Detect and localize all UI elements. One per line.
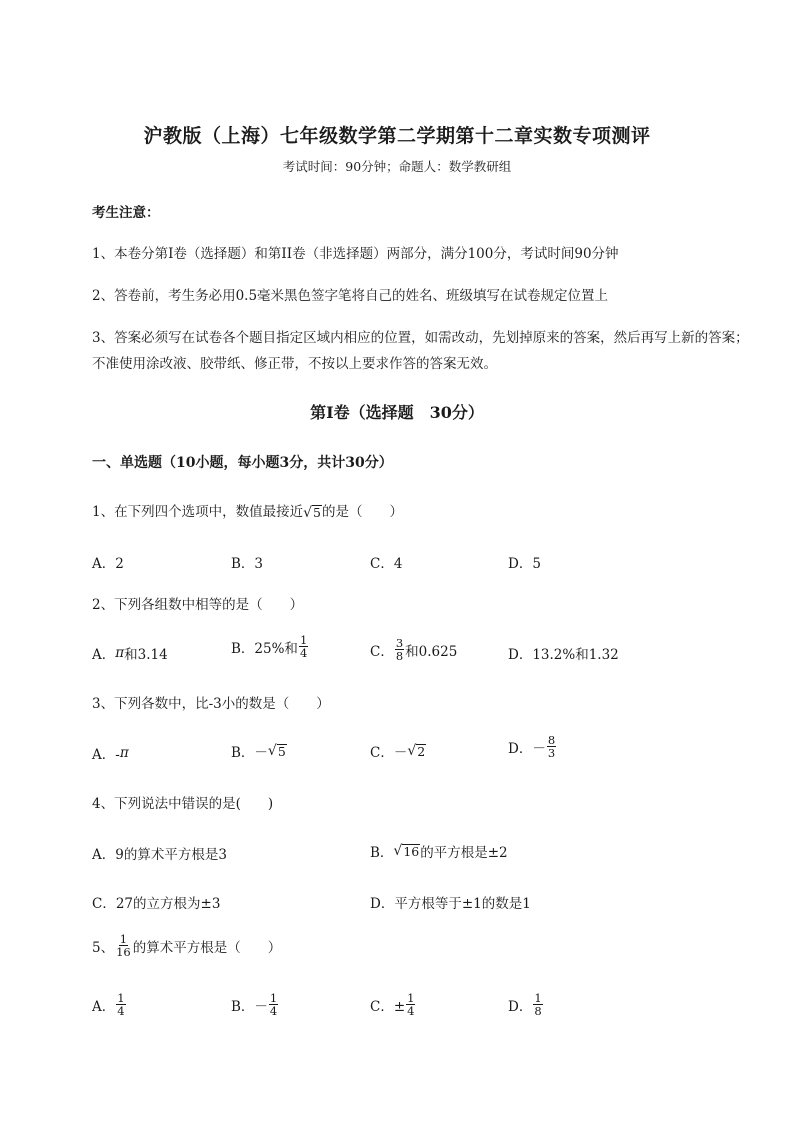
fraction bbox=[269, 992, 278, 1017]
denominator: 4 bbox=[299, 646, 308, 661]
option-label: B．－ bbox=[231, 998, 268, 1015]
option-label: D．－ bbox=[508, 740, 546, 757]
option-label: C．－ bbox=[370, 745, 408, 761]
option-d[interactable] bbox=[508, 992, 544, 1017]
option-text: 和0.625 bbox=[405, 643, 458, 660]
radical-sign: √ bbox=[407, 743, 417, 760]
denominator: 16 bbox=[116, 945, 131, 960]
question-4: 4、下列说法中错误的是( ) bbox=[92, 796, 274, 812]
radicand: 5 bbox=[277, 743, 286, 759]
radical-sign: √ bbox=[303, 504, 313, 521]
notice-item: 1、本卷分第I卷（选择题）和第II卷（非选择题）两部分，满分100分，考试时间90分钟 bbox=[92, 246, 619, 262]
fraction bbox=[395, 637, 404, 662]
part-title: 一、单选题（10小题，每小题3分，共计30分） bbox=[92, 455, 393, 471]
question-text: 的算术平方根是（ ） bbox=[132, 939, 282, 956]
option-label: A． bbox=[92, 998, 116, 1015]
notice-title: 考生注意： bbox=[92, 205, 160, 221]
sqrt-expression bbox=[303, 505, 322, 520]
option-c[interactable]: C．4 bbox=[370, 556, 403, 572]
notice-item: 2、答卷前，考生务必用0.5毫米黑色签字笔将自己的姓名、班级填写在试卷规定位置上 bbox=[92, 288, 609, 304]
denominator: 8 bbox=[395, 649, 404, 664]
numerator: 1 bbox=[407, 991, 415, 1005]
notice-item: 3、答案必须写在试卷各个题目指定区域内相应的位置，如需改动，先划掉原来的答案，然后再写上新的答案；不准使用涂改液、胶带纸、修正带，不按以上要求作答的答案无效。 bbox=[92, 330, 749, 372]
option-a[interactable]: A．9的算术平方根是3 bbox=[92, 847, 227, 863]
radical-sign: √ bbox=[393, 843, 403, 860]
pi-symbol: π bbox=[119, 745, 129, 761]
numerator: 1 bbox=[299, 633, 308, 647]
radicand: 2 bbox=[417, 743, 426, 759]
numerator: 3 bbox=[395, 636, 404, 650]
fraction bbox=[533, 992, 542, 1017]
denominator: 8 bbox=[534, 1004, 542, 1019]
option-label: C． bbox=[370, 643, 394, 660]
numerator: 1 bbox=[269, 991, 278, 1005]
radicand: 5 bbox=[313, 505, 321, 521]
fraction bbox=[116, 992, 125, 1017]
option-label: C．± bbox=[370, 998, 406, 1015]
option-text: 的平方根是±2 bbox=[420, 845, 508, 861]
question-2: 2、下列各组数中相等的是（ ） bbox=[92, 597, 304, 613]
option-label: A．- bbox=[92, 747, 120, 763]
option-c[interactable] bbox=[370, 637, 457, 662]
question-number: 5、 bbox=[92, 939, 115, 956]
denominator: 4 bbox=[407, 1004, 415, 1019]
numerator: 8 bbox=[547, 733, 556, 747]
sqrt-expression bbox=[407, 744, 426, 759]
sqrt-expression bbox=[393, 844, 420, 859]
option-label: A． bbox=[92, 647, 116, 663]
option-b[interactable] bbox=[231, 634, 309, 659]
exam-info: 考试时间：90分钟；命题人：数学教研组 bbox=[282, 159, 512, 174]
denominator: 4 bbox=[117, 1004, 125, 1019]
option-b[interactable]: B．3 bbox=[231, 556, 264, 572]
option-label: B．－ bbox=[231, 745, 268, 761]
option-a[interactable] bbox=[92, 743, 129, 763]
option-c[interactable] bbox=[370, 992, 416, 1017]
option-text: 和3.14 bbox=[124, 647, 168, 663]
denominator: 3 bbox=[547, 746, 556, 761]
question-text: 1、在下列四个选项中，数值最接近 bbox=[92, 504, 304, 520]
option-label: D． bbox=[508, 998, 533, 1015]
option-label: B．25%和 bbox=[231, 640, 298, 657]
fraction bbox=[299, 634, 308, 659]
section-title: 第I卷（选择题 30分） bbox=[310, 403, 484, 422]
option-b[interactable] bbox=[370, 841, 508, 861]
option-b[interactable] bbox=[231, 741, 287, 761]
option-a[interactable] bbox=[92, 643, 168, 663]
option-c[interactable]: C．27的立方根为±3 bbox=[92, 896, 221, 912]
question-1 bbox=[92, 500, 403, 520]
denominator: 4 bbox=[269, 1004, 278, 1019]
option-label: B． bbox=[370, 845, 394, 861]
radical-sign: √ bbox=[267, 743, 277, 760]
numerator: 1 bbox=[117, 991, 125, 1005]
option-d[interactable]: D．13.2%和1.32 bbox=[508, 647, 619, 663]
option-b[interactable] bbox=[231, 992, 279, 1017]
question-5 bbox=[92, 933, 281, 958]
fraction bbox=[115, 933, 132, 958]
numerator: 1 bbox=[534, 991, 542, 1005]
numerator: 1 bbox=[119, 932, 128, 946]
option-c[interactable] bbox=[370, 741, 426, 761]
page-title: 沪教版（上海）七年级数学第二学期第十二章实数专项测评 bbox=[143, 125, 651, 147]
option-d[interactable] bbox=[508, 734, 557, 759]
sqrt-expression bbox=[268, 744, 287, 759]
question-3: 3、下列各数中，比-3小的数是（ ） bbox=[92, 696, 330, 712]
option-d[interactable]: D．平方根等于±1的数是1 bbox=[370, 896, 531, 912]
pi-symbol: π bbox=[115, 645, 125, 661]
fraction bbox=[406, 992, 415, 1017]
radicand: 16 bbox=[403, 843, 420, 859]
option-d[interactable]: D．5 bbox=[508, 556, 541, 572]
option-a[interactable] bbox=[92, 992, 127, 1017]
question-text: 的是（ ） bbox=[321, 504, 403, 520]
option-a[interactable]: A．2 bbox=[92, 556, 124, 572]
fraction bbox=[547, 734, 556, 759]
